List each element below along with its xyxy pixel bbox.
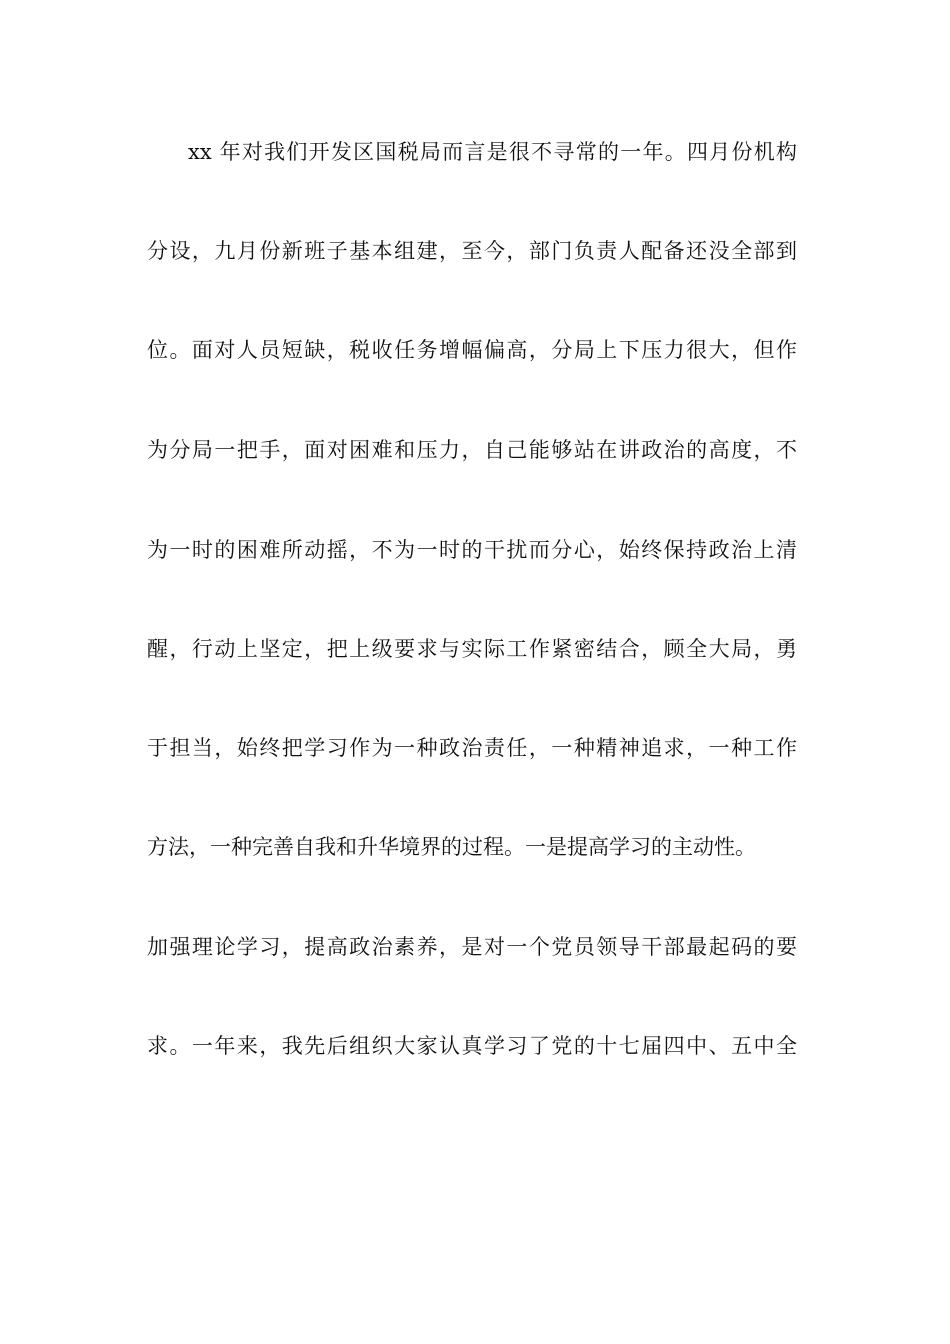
paragraph-line: 位。面对人员短缺，税收任务增幅偏高，分局上下压力很大，但作	[147, 338, 797, 362]
paragraph-line: 分设，九月份新班子基本组建，至今，部门负责人配备还没全部到	[147, 239, 797, 263]
paragraph-line: 加强理论学习，提高政治素养，是对一个党员领导干部最起码的要	[147, 935, 797, 959]
paragraph-line: 为分局一把手，面对困难和压力，自己能够站在讲政治的高度，不	[147, 438, 797, 462]
paragraph-line: 方法，一种完善自我和升华境界的过程。一是提高学习的主动性。	[147, 835, 756, 859]
paragraph-line: 求。一年来，我先后组织大家认真学习了党的十七届四中、五中全	[147, 1034, 797, 1058]
paragraph-line: xx 年对我们开发区国税局而言是很不寻常的一年。四月份机构	[188, 140, 797, 164]
paragraph-line: 为一时的困难所动摇，不为一时的干扰而分心，始终保持政治上清	[147, 538, 797, 562]
paragraph-line: 于担当，始终把学习作为一种政治责任，一种精神追求，一种工作	[147, 736, 797, 760]
paragraph-line: 醒，行动上坚定，把上级要求与实际工作紧密结合，顾全大局，勇	[147, 637, 797, 661]
